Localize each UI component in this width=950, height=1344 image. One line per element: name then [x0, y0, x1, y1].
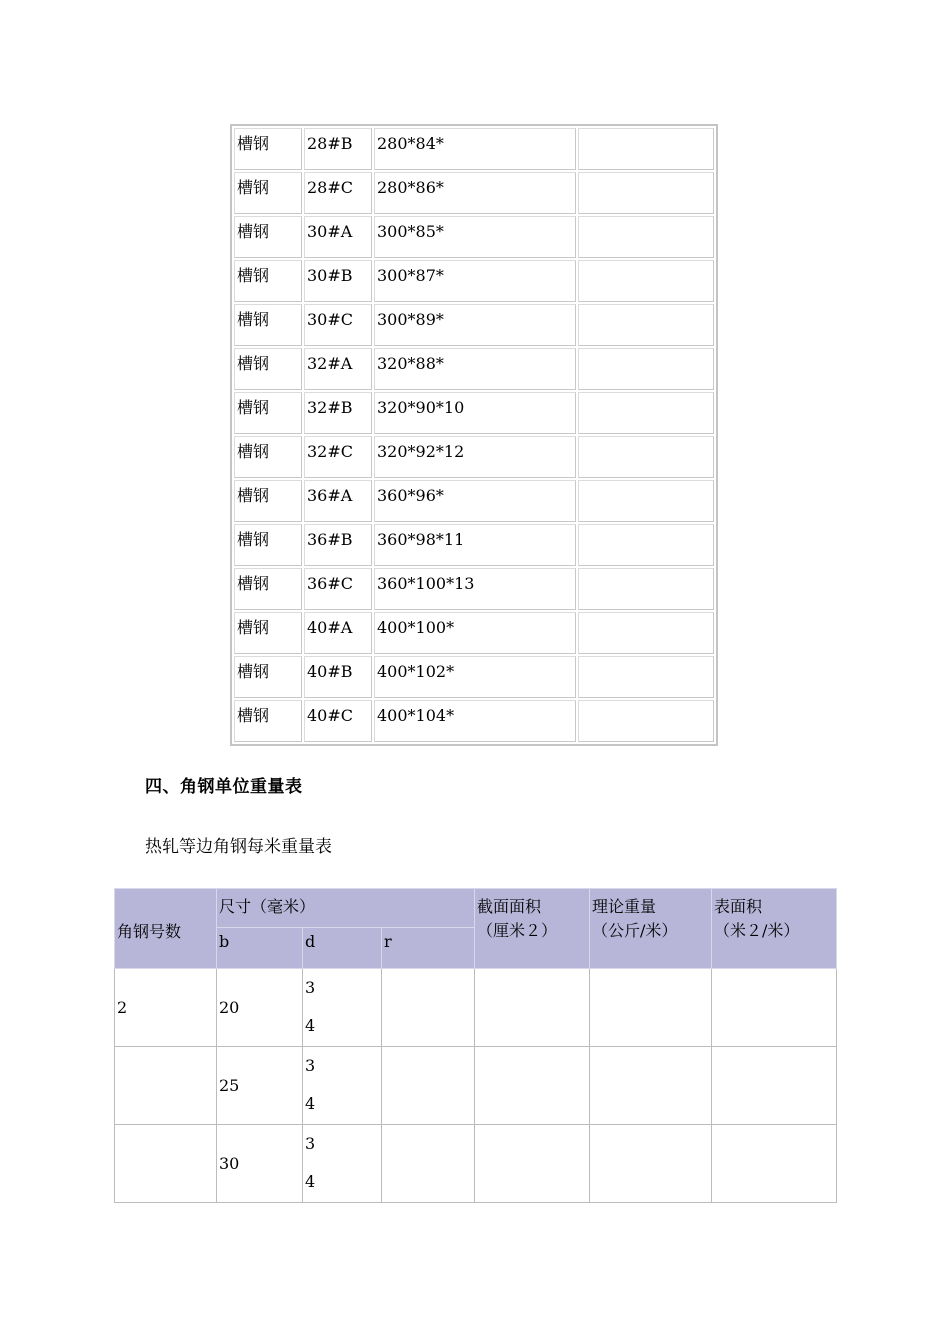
cell-name: 槽钢 [234, 436, 302, 478]
cell-area [475, 1125, 590, 1203]
header-b: b [217, 928, 303, 969]
cell-name: 槽钢 [234, 656, 302, 698]
cell-model: 36#B [304, 524, 372, 566]
cell-name: 槽钢 [234, 260, 302, 302]
header-size-group: 尺寸（毫米） [217, 889, 475, 928]
cell-extra [578, 436, 714, 478]
cell-spec: 400*100* [374, 612, 576, 654]
table-row [234, 700, 714, 742]
angle-table-body [115, 969, 837, 1203]
header-area [475, 889, 590, 969]
cell-angle-no [115, 1125, 217, 1203]
cell-extra [578, 172, 714, 214]
header-r: r [382, 928, 475, 969]
cell-extra [578, 216, 714, 258]
channel-steel-table [230, 124, 718, 746]
cell-spec: 300*87* [374, 260, 576, 302]
cell-surface [712, 1047, 837, 1125]
cell-spec: 280*86* [374, 172, 576, 214]
header-row [115, 889, 837, 928]
cell-extra [578, 612, 714, 654]
cell-d [303, 969, 382, 1047]
cell-name: 槽钢 [234, 392, 302, 434]
cell-name: 槽钢 [234, 216, 302, 258]
cell-name: 槽钢 [234, 524, 302, 566]
table-row [234, 128, 714, 170]
section-heading: 四、角钢单位重量表 [145, 777, 303, 797]
cell-model: 32#C [304, 436, 372, 478]
cell-extra [578, 392, 714, 434]
cell-extra [578, 304, 714, 346]
cell-extra [578, 128, 714, 170]
header-area-line1: 截面面积 [477, 897, 542, 916]
cell-name: 槽钢 [234, 128, 302, 170]
table-row [234, 260, 714, 302]
cell-extra [578, 348, 714, 390]
cell-model: 32#B [304, 392, 372, 434]
cell-surface [712, 969, 837, 1047]
cell-area [475, 1047, 590, 1125]
cell-spec: 360*100*13 [374, 568, 576, 610]
table-row [234, 392, 714, 434]
header-area-line2: （厘米２） [477, 921, 558, 940]
cell-name: 槽钢 [234, 700, 302, 742]
cell-angle-no [115, 1047, 217, 1125]
table-row [234, 216, 714, 258]
cell-weight [590, 1125, 712, 1203]
cell-d [303, 1125, 382, 1203]
cell-model: 40#B [304, 656, 372, 698]
cell-spec: 320*90*10 [374, 392, 576, 434]
cell-model: 28#C [304, 172, 372, 214]
table-row [234, 348, 714, 390]
cell-extra [578, 656, 714, 698]
cell-weight [590, 969, 712, 1047]
cell-extra [578, 700, 714, 742]
table-row [115, 1047, 837, 1125]
cell-d-value: 4 [305, 1016, 316, 1035]
cell-d-value: 3 [305, 1134, 316, 1153]
cell-d-value: 3 [305, 1056, 316, 1075]
table-row [234, 436, 714, 478]
cell-b: 20 [217, 969, 303, 1047]
header-weight-line2: （公斤/米） [592, 921, 678, 940]
cell-weight [590, 1047, 712, 1125]
cell-d [303, 1047, 382, 1125]
cell-d-value: 4 [305, 1094, 316, 1113]
angle-table-header [115, 889, 837, 969]
cell-model: 36#A [304, 480, 372, 522]
cell-spec: 300*85* [374, 216, 576, 258]
cell-extra [578, 260, 714, 302]
table-row [115, 1125, 837, 1203]
header-d: d [303, 928, 382, 969]
table-row [234, 612, 714, 654]
channel-table-body [234, 128, 714, 742]
cell-spec: 320*92*12 [374, 436, 576, 478]
cell-spec: 300*89* [374, 304, 576, 346]
cell-name: 槽钢 [234, 612, 302, 654]
cell-extra [578, 568, 714, 610]
cell-b: 25 [217, 1047, 303, 1125]
table-row [234, 656, 714, 698]
cell-spec: 280*84* [374, 128, 576, 170]
header-surface [712, 889, 837, 969]
cell-model: 40#C [304, 700, 372, 742]
cell-r [382, 969, 475, 1047]
cell-name: 槽钢 [234, 172, 302, 214]
header-surface-line2: （米２/米） [714, 921, 800, 940]
cell-name: 槽钢 [234, 348, 302, 390]
cell-spec: 360*98*11 [374, 524, 576, 566]
table-row [234, 524, 714, 566]
cell-d-value: 4 [305, 1172, 316, 1191]
cell-name: 槽钢 [234, 480, 302, 522]
cell-model: 30#B [304, 260, 372, 302]
cell-d-value: 3 [305, 978, 316, 997]
table-row [234, 568, 714, 610]
cell-model: 30#A [304, 216, 372, 258]
header-angle-no: 角钢号数 [115, 889, 217, 969]
cell-name: 槽钢 [234, 304, 302, 346]
cell-model: 36#C [304, 568, 372, 610]
table-row [115, 969, 837, 1047]
table-caption: 热轧等边角钢每米重量表 [145, 837, 332, 857]
cell-spec: 320*88* [374, 348, 576, 390]
header-weight-line1: 理论重量 [592, 897, 657, 916]
cell-b: 30 [217, 1125, 303, 1203]
cell-angle-no: 2 [115, 969, 217, 1047]
table-row [234, 172, 714, 214]
cell-extra [578, 524, 714, 566]
angle-steel-table [114, 888, 837, 1203]
cell-model: 32#A [304, 348, 372, 390]
cell-model: 30#C [304, 304, 372, 346]
cell-surface [712, 1125, 837, 1203]
cell-r [382, 1125, 475, 1203]
cell-spec: 400*104* [374, 700, 576, 742]
cell-model: 28#B [304, 128, 372, 170]
cell-model: 40#A [304, 612, 372, 654]
cell-spec: 360*96* [374, 480, 576, 522]
cell-area [475, 969, 590, 1047]
table-row [234, 304, 714, 346]
header-weight [590, 889, 712, 969]
cell-extra [578, 480, 714, 522]
cell-spec: 400*102* [374, 656, 576, 698]
cell-r [382, 1047, 475, 1125]
table-row [234, 480, 714, 522]
header-surface-line1: 表面积 [714, 897, 763, 916]
cell-name: 槽钢 [234, 568, 302, 610]
